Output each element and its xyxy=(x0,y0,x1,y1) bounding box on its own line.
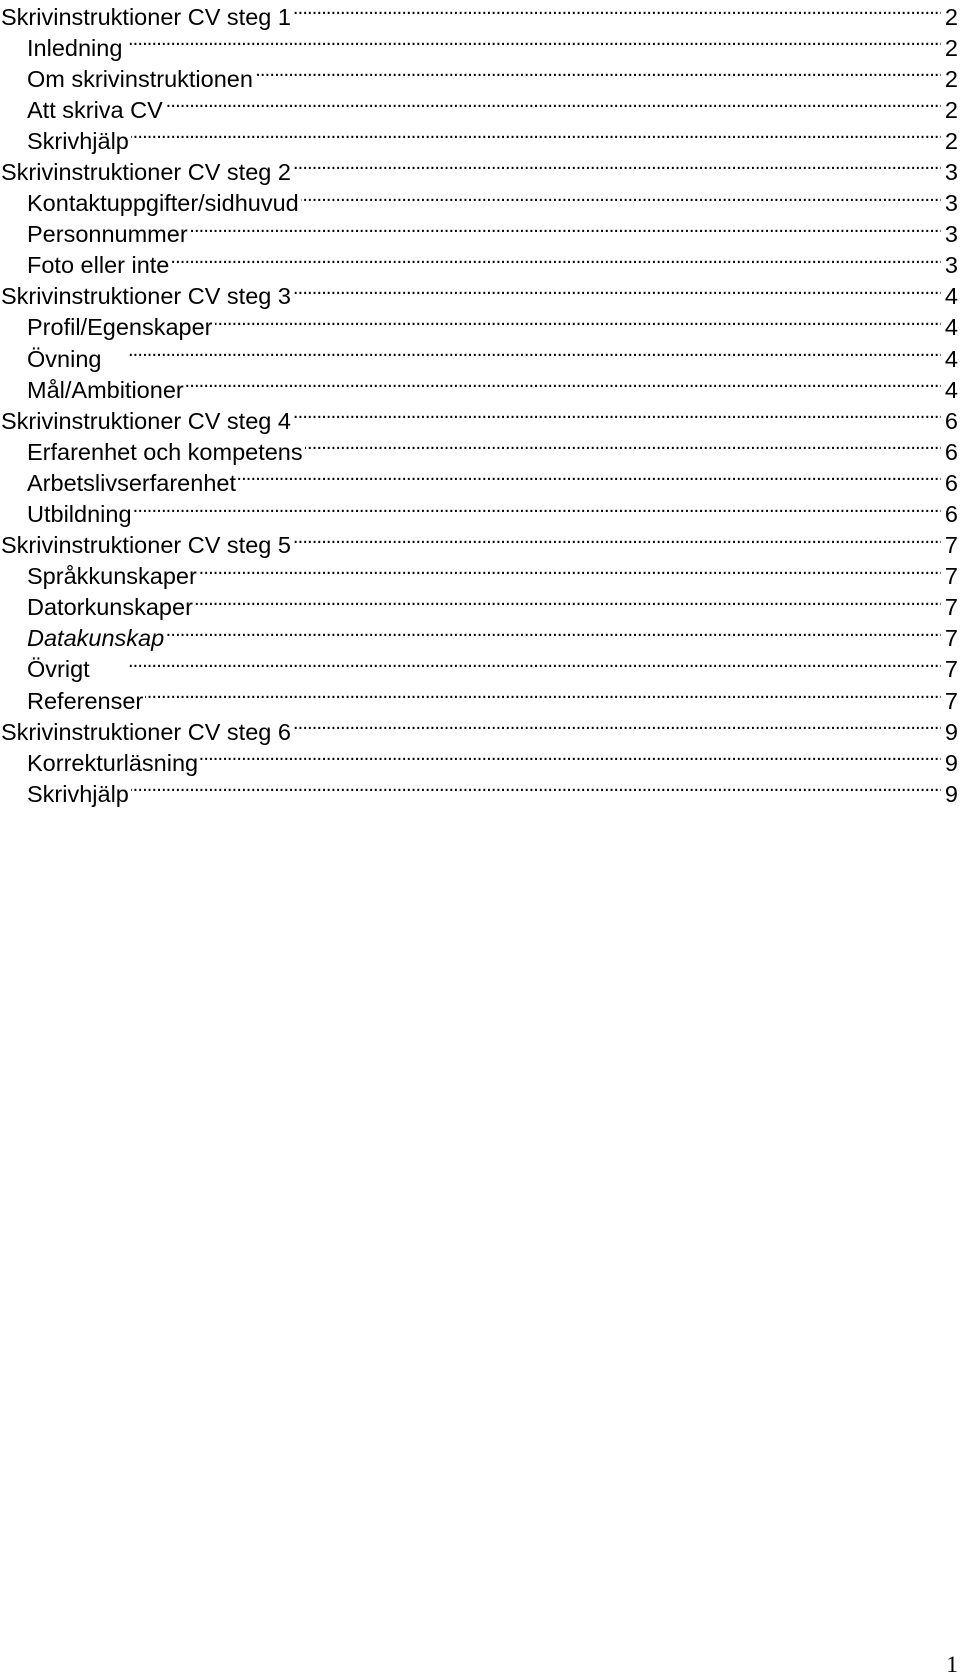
toc-entry-page: 7 xyxy=(944,625,958,652)
toc-chapter-entry[interactable] xyxy=(0,405,960,436)
toc-section-entry[interactable] xyxy=(0,561,960,592)
toc-entry-title: Skrivinstruktioner CV steg 1 xyxy=(1,3,291,30)
toc-entry-title: Korrekturläsning xyxy=(27,749,199,776)
toc-entry-title: Personnummer xyxy=(27,221,188,248)
toc-entry-title: Mål/Ambitioner xyxy=(27,376,184,403)
toc-dot-leader xyxy=(171,250,941,274)
toc-dot-leader xyxy=(305,436,941,460)
toc-dot-leader xyxy=(215,312,942,336)
toc-section-entry[interactable] xyxy=(0,374,960,405)
toc-entry-page: 9 xyxy=(944,780,958,807)
toc-section-entry[interactable] xyxy=(0,32,960,63)
toc-section-entry[interactable] xyxy=(0,250,960,281)
toc-dot-leader xyxy=(293,281,941,305)
toc-entry-title: Arbetslivserfarenhet xyxy=(27,469,236,496)
toc-entry-page: 2 xyxy=(944,96,958,123)
toc-dot-leader xyxy=(145,685,941,709)
toc-entry-title: Skrivhjälp xyxy=(27,127,129,154)
toc-entry-title: Datakunskap xyxy=(27,625,165,652)
toc-section-entry[interactable] xyxy=(0,94,960,125)
toc-entry-page: 2 xyxy=(944,34,958,61)
toc-entry-title: Datorkunskaper xyxy=(27,594,193,621)
toc-entry-page: 2 xyxy=(944,3,958,30)
toc-entry-page: 3 xyxy=(944,252,958,279)
toc-dot-leader xyxy=(293,405,941,429)
toc-entry-title: Skrivinstruktioner CV steg 3 xyxy=(1,283,291,310)
toc-chapter-entry[interactable] xyxy=(0,530,960,561)
toc-entry-title: Skrivinstruktioner CV steg 6 xyxy=(1,718,291,745)
toc-dot-leader xyxy=(124,32,941,56)
toc-entry-page: 7 xyxy=(944,687,958,714)
toc-dot-leader xyxy=(186,374,941,398)
toc-entry-title: Övning xyxy=(27,345,102,372)
toc-entry-title: Övrigt xyxy=(27,656,90,683)
toc-entry-title: Att skriva CV xyxy=(27,96,163,123)
toc-dot-leader xyxy=(293,530,941,554)
toc-entry-page: 4 xyxy=(944,345,958,372)
toc-entry-page: 9 xyxy=(944,749,958,776)
toc-chapter-entry[interactable] xyxy=(0,716,960,747)
toc-entry-page: 6 xyxy=(944,501,958,527)
toc-entry-page: 3 xyxy=(944,190,958,217)
toc-entry-page: 6 xyxy=(944,407,958,434)
toc-dot-leader xyxy=(255,63,941,87)
toc-entry-page: 7 xyxy=(944,656,958,683)
toc-dot-leader xyxy=(92,654,941,678)
toc-entry-page: 4 xyxy=(944,283,958,310)
toc-section-entry[interactable] xyxy=(0,778,960,809)
toc-section-entry[interactable] xyxy=(0,125,960,156)
toc-entry-title: Inledning xyxy=(27,34,123,61)
toc-entry-title: Språkkunskaper xyxy=(27,563,197,590)
toc-section-entry[interactable] xyxy=(0,219,960,250)
page-number: 1 xyxy=(946,1652,958,1678)
toc-section-entry[interactable] xyxy=(0,592,960,623)
toc-section-entry[interactable] xyxy=(0,499,960,530)
toc-dot-leader xyxy=(131,778,941,802)
toc-section-entry[interactable] xyxy=(0,343,960,374)
toc-section-entry[interactable] xyxy=(0,685,960,716)
toc-section-entry[interactable] xyxy=(0,467,960,498)
toc-entry-title: Referenser xyxy=(27,687,144,714)
toc-section-entry[interactable] xyxy=(0,654,960,685)
toc-dot-leader xyxy=(301,188,941,212)
toc-section-entry[interactable] xyxy=(0,747,960,778)
toc-section-entry[interactable] xyxy=(0,63,960,94)
toc-dot-leader xyxy=(103,343,941,367)
toc-entry-title: Kontaktuppgifter/sidhuvud xyxy=(27,190,299,217)
toc-entry-title: Foto eller inte xyxy=(27,252,170,279)
toc-section-entry[interactable] xyxy=(0,312,960,343)
toc-dot-leader xyxy=(238,467,941,491)
toc-section-entry[interactable] xyxy=(0,188,960,219)
toc-entry-page: 7 xyxy=(944,563,958,590)
toc-entry-page: 6 xyxy=(944,438,958,465)
toc-entry-page: 4 xyxy=(944,314,958,341)
toc-dot-leader xyxy=(293,716,941,740)
toc-dot-leader xyxy=(199,561,941,585)
toc-entry-title: Utbildning xyxy=(27,501,132,527)
toc-entry-page: 9 xyxy=(944,718,958,745)
toc-entry-page: 6 xyxy=(944,469,958,496)
toc-entry-title: Profil/Egenskaper xyxy=(27,314,213,341)
toc-entry-page: 7 xyxy=(944,532,958,559)
toc-dot-leader xyxy=(131,125,941,149)
toc-entry-title: Skrivinstruktioner CV steg 4 xyxy=(1,407,291,434)
toc-chapter-entry[interactable] xyxy=(0,281,960,312)
toc-section-entry[interactable] xyxy=(0,623,960,654)
toc-chapter-entry[interactable] xyxy=(0,156,960,187)
toc-dot-leader xyxy=(190,219,941,243)
toc-dot-leader xyxy=(134,499,941,523)
toc-entry-title: Skrivinstruktioner CV steg 2 xyxy=(1,158,291,185)
toc-dot-leader xyxy=(200,747,941,771)
toc-section-entry[interactable] xyxy=(0,436,960,467)
toc-entry-page: 2 xyxy=(944,65,958,92)
toc-entry-title: Skrivinstruktioner CV steg 5 xyxy=(1,532,291,559)
toc-entry-title: Om skrivinstruktionen xyxy=(27,65,253,92)
toc-entry-page: 3 xyxy=(944,221,958,248)
toc-entry-page: 7 xyxy=(944,594,958,621)
toc-chapter-entry[interactable] xyxy=(0,1,960,32)
toc-dot-leader xyxy=(293,1,941,25)
toc-entry-page: 3 xyxy=(944,158,958,185)
toc-dot-leader xyxy=(166,623,941,647)
toc-dot-leader xyxy=(195,592,941,616)
toc-dot-leader xyxy=(293,156,941,180)
toc-entry-page: 4 xyxy=(944,376,958,403)
toc-dot-leader xyxy=(165,94,941,118)
toc-entry-title: Erfarenhet och kompetens xyxy=(27,438,303,465)
toc-entry-title: Skrivhjälp xyxy=(27,780,129,807)
table-of-contents xyxy=(0,0,960,809)
toc-entry-page: 2 xyxy=(944,127,958,154)
